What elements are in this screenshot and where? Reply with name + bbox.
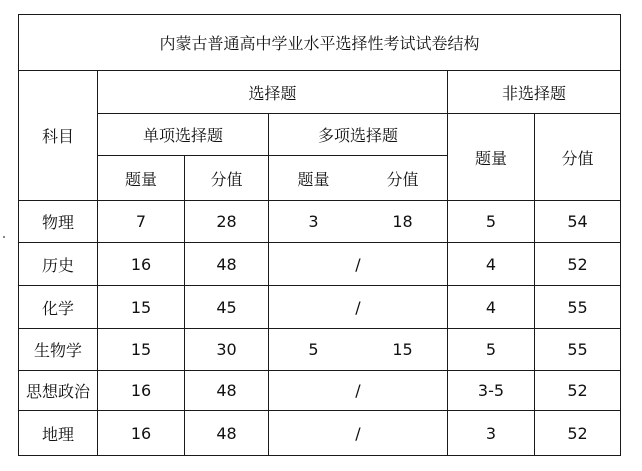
subject-cell: 地理 bbox=[19, 411, 98, 456]
multi-score-cell: 18 bbox=[392, 212, 413, 231]
non-choice-score-cell: 55 bbox=[535, 329, 621, 371]
multi-count-cell: 5 bbox=[308, 340, 319, 359]
single-score-cell: 48 bbox=[185, 243, 269, 286]
non-choice-score-header: 分值 bbox=[535, 114, 621, 201]
multi-cell bbox=[269, 201, 448, 243]
non-choice-count-header: 题量 bbox=[448, 114, 535, 201]
single-score-cell: 45 bbox=[185, 286, 269, 329]
subject-cell: 历史 bbox=[19, 243, 98, 286]
multi-subheaders bbox=[269, 156, 448, 201]
single-choice-header: 单项选择题 bbox=[98, 114, 269, 156]
non-choice-count-cell: 3 bbox=[448, 411, 535, 456]
non-choice-count-cell: 4 bbox=[448, 286, 535, 329]
table-row bbox=[19, 201, 621, 243]
non-choice-score-cell: 52 bbox=[535, 411, 621, 456]
non-choice-score-cell: 52 bbox=[535, 243, 621, 286]
multi-choice-header: 多项选择题 bbox=[269, 114, 448, 156]
subject-header: 科目 bbox=[19, 71, 98, 201]
single-score-cell: 30 bbox=[185, 329, 269, 371]
single-score-header: 分值 bbox=[185, 156, 269, 201]
multi-cell bbox=[269, 329, 448, 371]
multi-merged-cell: / bbox=[269, 243, 448, 286]
single-score-cell: 28 bbox=[185, 201, 269, 243]
non-choice-count-cell: 4 bbox=[448, 243, 535, 286]
table-row bbox=[19, 329, 621, 371]
multi-merged-cell: / bbox=[269, 371, 448, 411]
non-choice-header: 非选择题 bbox=[448, 71, 621, 114]
non-choice-count-cell: 3-5 bbox=[448, 371, 535, 411]
single-count-cell: 15 bbox=[98, 329, 185, 371]
non-choice-count-cell: 5 bbox=[448, 329, 535, 371]
single-count-cell: 16 bbox=[98, 411, 185, 456]
single-count-cell: 15 bbox=[98, 286, 185, 329]
non-choice-score-cell: 52 bbox=[535, 371, 621, 411]
subject-cell: 思想政治 bbox=[19, 371, 98, 411]
single-score-cell: 48 bbox=[185, 371, 269, 411]
multi-score-header: 分值 bbox=[386, 169, 419, 189]
multi-merged-cell: / bbox=[269, 286, 448, 329]
subject-cell: 物理 bbox=[19, 201, 98, 243]
single-count-cell: 7 bbox=[98, 201, 185, 243]
table-row bbox=[19, 286, 621, 329]
table-row bbox=[19, 243, 621, 286]
multi-count-header: 题量 bbox=[297, 169, 330, 189]
table-row bbox=[19, 411, 621, 456]
single-score-cell: 48 bbox=[185, 411, 269, 456]
single-count-cell: 16 bbox=[98, 243, 185, 286]
non-choice-score-cell: 54 bbox=[535, 201, 621, 243]
header-row-2 bbox=[19, 114, 621, 156]
title-row bbox=[19, 15, 621, 71]
exam-structure-table bbox=[18, 14, 621, 456]
subject-cell: 生物学 bbox=[19, 329, 98, 371]
choice-header: 选择题 bbox=[98, 71, 448, 114]
non-choice-count-cell: 5 bbox=[448, 201, 535, 243]
multi-count-cell: 3 bbox=[308, 212, 319, 231]
subject-cell: 化学 bbox=[19, 286, 98, 329]
multi-merged-cell: / bbox=[269, 411, 448, 456]
single-count-cell: 16 bbox=[98, 371, 185, 411]
margin-mark bbox=[3, 236, 5, 238]
header-row-1 bbox=[19, 71, 621, 114]
table-row bbox=[19, 371, 621, 411]
non-choice-score-cell: 55 bbox=[535, 286, 621, 329]
table-title: 内蒙古普通高中学业水平选择性考试试卷结构 bbox=[19, 15, 621, 71]
single-count-header: 题量 bbox=[98, 156, 185, 201]
multi-score-cell: 15 bbox=[392, 340, 413, 359]
